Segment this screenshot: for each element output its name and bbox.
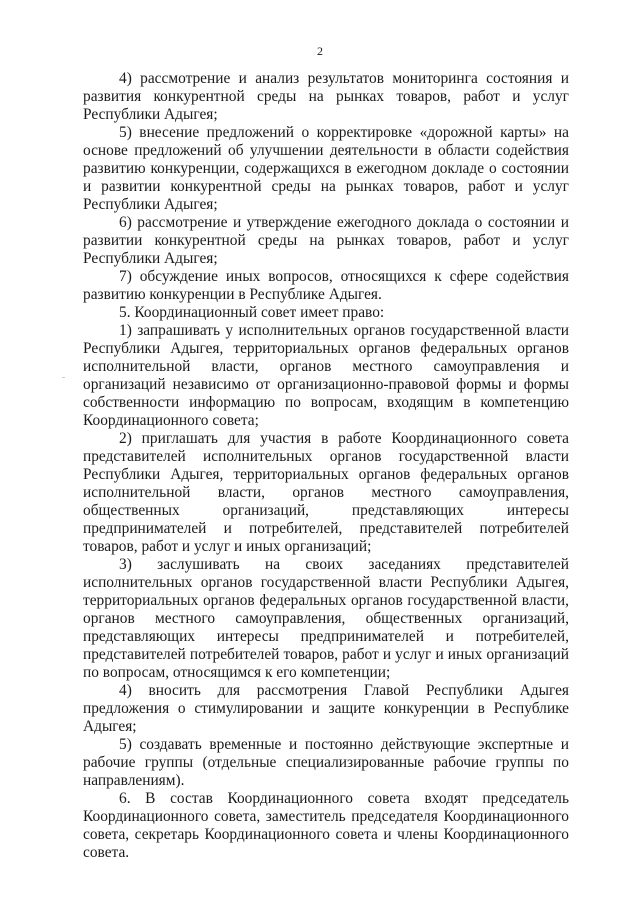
paragraph-right-2-invite: 2) приглашать для участия в работе Координационного совета представителей исполнительных органов государственной власти Республики Адыгея, территориальных органов федеральных органов исполнительной власти, органов местного самоуправления, общественных организаций, представляющих интересы предпринимателей и потребителей, представителей потребителей товаров, работ и услуг и иных организаций; [83,430,569,555]
paragraph-item-6-annual-report: 6) рассмотрение и утверждение ежегодного доклада о состоянии и развитии конкурентной среды на рынках товаров, работ и услуг Республики Адыгея; [83,214,569,267]
paragraph-section-5-rights: 5. Координационный совет имеет право: [119,304,385,321]
paragraph-right-5-working-groups: 5) создавать временные и постоянно действующие экспертные и рабочие группы (отдельные специализированные рабочие группы по направлениям). [83,736,569,789]
document-body [83,70,569,862]
paragraph-right-1-request-info: 1) запрашивать у исполнительных органов государственной власти Республики Адыгея, территориальных органов федеральных органов исполнительной власти, органов местного самоуправления и организаций независимо от организационно-правовой формы и формы собственности информацию по вопросам, входящим в компетенцию Координационного совета; [83,322,569,429]
paragraph-item-5-roadmap: 5) внесение предложений о корректировке «дорожной карты» на основе предложений об улучшении деятельности в области содействия развитию конкуренции, содержащихся в ежегодном докладе о состоянии и развитии конкурентной среды на рынках товаров, работ и услуг Республики Адыгея; [83,124,569,213]
paragraph-section-6-composition: 6. В состав Координационного совета входят председатель Координационного совета, заместитель председателя Координационного совета, секретарь Координационного совета и члены Координационного совета. [83,790,569,861]
paragraph-right-3-hear: 3) заслушивать на своих заседаниях представителей исполнительных органов государственной власти Республики Адыгея, территориальных органов федеральных органов государственной власти, органов местного самоуправления, общественных организаций, представляющих интересы предпринимателей и потребителей, представителей потребителей товаров, работ и услуг и иных организаций по вопросам, относящимся к его компетенции; [83,556,569,681]
margin-mark [62,377,65,378]
paragraph-item-7-other-questions: 7) обсуждение иных вопросов, относящихся к сфере содействия развитию конкуренции в Республике Адыгея. [83,268,569,303]
page-number: 2 [317,44,323,58]
paragraph-right-4-proposals: 4) вносить для рассмотрения Главой Республики Адыгея предложения о стимулировании и защите конкуренции в Республике Адыгея; [83,682,569,735]
paragraph-item-4-monitoring: 4) рассмотрение и анализ результатов мониторинга состояния и развития конкурентной среды на рынках товаров, работ и услуг Республики Адыгея; [83,70,569,123]
